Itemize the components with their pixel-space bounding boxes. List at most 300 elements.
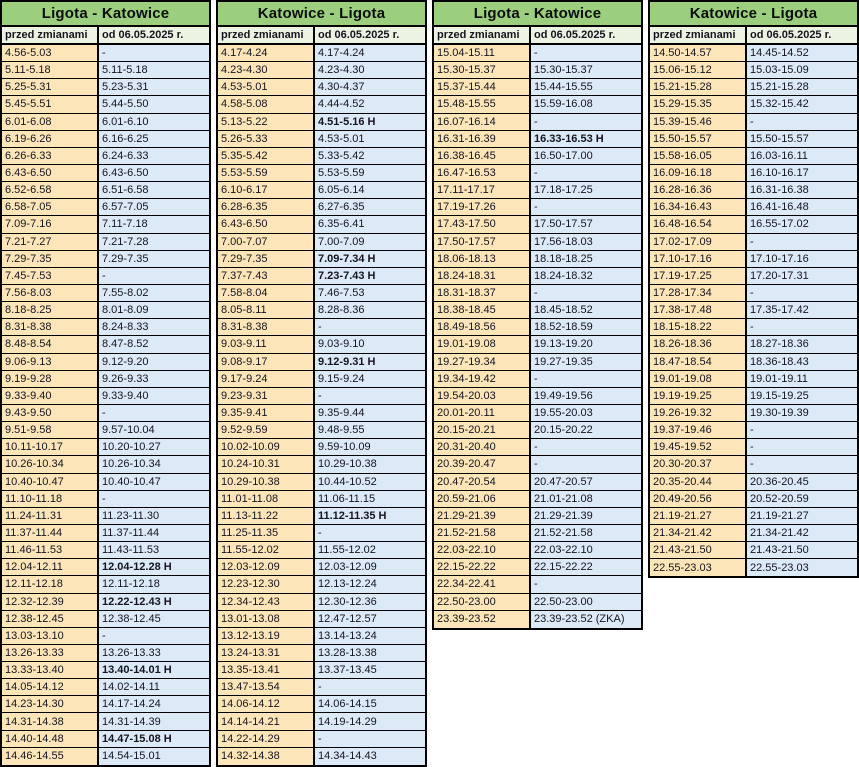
cell-after-change: 19.49-19.56 [531,388,641,404]
cell-after-change: - [99,268,209,284]
timetable-row [650,319,857,336]
cell-after-change: 13.28-13.38 [315,645,425,661]
cell-after-change: - [531,199,641,215]
timetable-row [650,336,857,353]
cell-before-change: 23.39-23.52 [434,611,531,628]
cell-before-change: 7.00-7.07 [218,234,315,250]
timetable-row [218,96,425,113]
timetable-row [218,251,425,268]
cell-before-change: 9.43-9.50 [2,405,99,421]
cell-after-change: 8.01-8.09 [99,302,209,318]
cell-before-change: 9.19-9.28 [2,371,99,387]
cell-before-change: 19.54-20.03 [434,388,531,404]
cell-after-change: 14.45-14.52 [747,45,857,61]
timetable-row [218,662,425,679]
cell-before-change: 10.40-10.47 [2,474,99,490]
timetable-row [650,439,857,456]
cell-before-change: 8.31-8.38 [2,319,99,335]
cell-after-change: 19.15-19.25 [747,388,857,404]
timetable-row [2,302,209,319]
timetable-row [218,199,425,216]
cell-before-change: 14.05-14.12 [2,679,99,695]
timetable-row [434,234,641,251]
timetable-row [650,131,857,148]
cell-after-change: 4.17-4.24 [315,45,425,61]
cell-before-change: 16.38-16.45 [434,148,531,164]
table-subheader [650,27,857,45]
cell-after-change: 10.20-10.27 [99,439,209,455]
cell-before-change: 8.18-8.25 [2,302,99,318]
cell-before-change: 6.58-7.05 [2,199,99,215]
cell-after-change: 6.51-6.58 [99,182,209,198]
timetable-row [2,679,209,696]
cell-before-change: 4.23-4.30 [218,62,315,78]
timetable-row [218,182,425,199]
cell-after-change: 12.04-12.28 H [99,559,209,575]
cell-after-change: 12.38-12.45 [99,611,209,627]
timetable-row [218,731,425,748]
cell-after-change: 14.54-15.01 [99,748,209,765]
table-body [434,45,641,628]
cell-before-change: 11.55-12.02 [218,542,315,558]
cell-before-change: 15.30-15.37 [434,62,531,78]
cell-after-change: - [99,628,209,644]
cell-before-change: 6.01-6.08 [2,114,99,130]
timetable-row [434,216,641,233]
timetable-row [434,474,641,491]
timetable-row [434,79,641,96]
cell-before-change: 20.31-20.40 [434,439,531,455]
timetable-row [650,234,857,251]
timetable-row [218,422,425,439]
cell-after-change: 17.56-18.03 [531,234,641,250]
cell-before-change: 21.52-21.58 [434,525,531,541]
timetable-row [650,114,857,131]
cell-before-change: 11.13-11.22 [218,508,315,524]
timetable-row [2,199,209,216]
timetable-row [650,456,857,473]
cell-after-change: 15.50-15.57 [747,131,857,147]
cell-before-change: 13.35-13.41 [218,662,315,678]
timetable-row [218,508,425,525]
timetable-row [434,491,641,508]
column-header-before-changes: przed zmianami [434,27,531,43]
timetable-row [2,713,209,730]
cell-before-change: 19.01-19.08 [434,336,531,352]
cell-after-change: - [315,731,425,747]
cell-before-change: 7.45-7.53 [2,268,99,284]
cell-after-change: 7.09-7.34 H [315,251,425,267]
cell-after-change: 18.52-18.59 [531,319,641,335]
cell-before-change: 12.38-12.45 [2,611,99,627]
cell-before-change: 5.26-5.33 [218,131,315,147]
timetable-row [2,165,209,182]
cell-before-change: 9.17-9.24 [218,371,315,387]
cell-after-change: - [315,319,425,335]
cell-after-change: 4.51-5.16 H [315,114,425,130]
timetable-row [218,405,425,422]
cell-after-change: 11.23-11.30 [99,508,209,524]
cell-after-change: 20.47-20.57 [531,474,641,490]
cell-before-change: 9.52-9.59 [218,422,315,438]
cell-after-change: 22.03-22.10 [531,542,641,558]
timetable-row [434,542,641,559]
table-body [218,45,425,765]
cell-before-change: 8.31-8.38 [218,319,315,335]
timetable-row [218,611,425,628]
cell-after-change: 19.13-19.20 [531,336,641,352]
column-header-after-changes: od 06.05.2025 r. [747,27,857,43]
cell-before-change: 5.13-5.22 [218,114,315,130]
cell-after-change: 4.30-4.37 [315,79,425,95]
cell-after-change: 6.57-7.05 [99,199,209,215]
timetable-row [218,336,425,353]
timetable-row [650,474,857,491]
cell-before-change: 12.23-12.30 [218,576,315,592]
column-header-after-changes: od 06.05.2025 r. [531,27,641,43]
cell-after-change: 21.52-21.58 [531,525,641,541]
cell-before-change: 10.29-10.38 [218,474,315,490]
cell-before-change: 20.01-20.11 [434,405,531,421]
timetable-row [650,371,857,388]
timetable-row [218,234,425,251]
cell-after-change: 15.03-15.09 [747,62,857,78]
cell-before-change: 9.51-9.58 [2,422,99,438]
table-subheader [434,27,641,45]
timetable-row [218,542,425,559]
timetable-row [218,302,425,319]
timetable-row [2,319,209,336]
cell-before-change: 21.19-21.27 [650,508,747,524]
cell-after-change: - [531,285,641,301]
timetable-row [650,302,857,319]
cell-before-change: 11.01-11.08 [218,491,315,507]
cell-after-change: 16.50-17.00 [531,148,641,164]
cell-after-change: 4.44-4.52 [315,96,425,112]
cell-after-change: 10.29-10.38 [315,456,425,472]
cell-before-change: 21.34-21.42 [650,525,747,541]
timetable-row [218,148,425,165]
timetable-row [2,662,209,679]
cell-after-change: 9.48-9.55 [315,422,425,438]
cell-after-change: 18.36-18.43 [747,354,857,370]
cell-before-change: 15.29-15.35 [650,96,747,112]
timetable-row [2,336,209,353]
cell-before-change: 15.58-16.05 [650,148,747,164]
cell-after-change: 17.10-17.16 [747,251,857,267]
cell-before-change: 18.47-18.54 [650,354,747,370]
cell-after-change: 5.11-5.18 [99,62,209,78]
timetable-row [434,422,641,439]
timetable-row [2,388,209,405]
cell-after-change: - [531,45,641,61]
cell-after-change: 14.34-14.43 [315,748,425,765]
timetable-row [650,199,857,216]
cell-before-change: 15.48-15.55 [434,96,531,112]
timetable-row [434,439,641,456]
cell-before-change: 19.19-19.25 [650,388,747,404]
timetable-row [650,96,857,113]
cell-before-change: 7.37-7.43 [218,268,315,284]
timetable-row [218,319,425,336]
cell-after-change: - [747,319,857,335]
cell-after-change: 22.50-23.00 [531,594,641,610]
cell-after-change: 20.52-20.59 [747,491,857,507]
cell-after-change: 19.55-20.03 [531,405,641,421]
timetable-row [218,594,425,611]
timetable-row [434,268,641,285]
cell-before-change: 15.37-15.44 [434,79,531,95]
timetable-row [650,165,857,182]
cell-before-change: 13.26-13.33 [2,645,99,661]
cell-after-change: - [531,114,641,130]
cell-after-change: 6.16-6.25 [99,131,209,147]
timetable-row [650,148,857,165]
cell-after-change: 9.03-9.10 [315,336,425,352]
cell-before-change: 20.39-20.47 [434,456,531,472]
cell-before-change: 14.14-14.21 [218,713,315,729]
cell-after-change: 13.14-13.24 [315,628,425,644]
timetable-row [218,268,425,285]
cell-after-change: 20.36-20.45 [747,474,857,490]
cell-before-change: 6.26-6.33 [2,148,99,164]
cell-after-change: 9.15-9.24 [315,371,425,387]
timetable-row [2,645,209,662]
cell-after-change: 21.29-21.39 [531,508,641,524]
cell-before-change: 9.23-9.31 [218,388,315,404]
cell-before-change: 6.19-6.26 [2,131,99,147]
timetable-row [434,508,641,525]
timetable-row [2,216,209,233]
cell-after-change: 9.12-9.20 [99,354,209,370]
cell-before-change: 10.26-10.34 [2,456,99,472]
cell-before-change: 8.05-8.11 [218,302,315,318]
cell-after-change: 5.53-5.59 [315,165,425,181]
cell-after-change: - [747,456,857,472]
cell-after-change: 11.43-11.53 [99,542,209,558]
cell-after-change: 13.26-13.33 [99,645,209,661]
timetable-row [434,336,641,353]
timetable-row [218,679,425,696]
cell-after-change: - [531,439,641,455]
cell-after-change: - [99,491,209,507]
cell-before-change: 20.47-20.54 [434,474,531,490]
cell-after-change: 7.29-7.35 [99,251,209,267]
timetable-row [434,525,641,542]
cell-before-change: 18.24-18.31 [434,268,531,284]
timetable-row [2,45,209,62]
timetable-row [650,559,857,576]
cell-before-change: 18.31-18.37 [434,285,531,301]
timetable-row [218,371,425,388]
cell-after-change: 15.21-15.28 [747,79,857,95]
timetable-row [2,474,209,491]
timetable-row [218,354,425,371]
cell-after-change: 16.31-16.38 [747,182,857,198]
timetable-row [2,525,209,542]
timetable-row [434,96,641,113]
timetable-row [218,45,425,62]
timetable-row [650,491,857,508]
cell-before-change: 22.03-22.10 [434,542,531,558]
cell-after-change: 8.47-8.52 [99,336,209,352]
cell-before-change: 17.10-17.16 [650,251,747,267]
cell-before-change: 7.29-7.35 [218,251,315,267]
timetable-row [218,474,425,491]
table-body [2,45,209,765]
cell-before-change: 9.03-9.11 [218,336,315,352]
timetable-row [2,576,209,593]
cell-before-change: 17.19-17.26 [434,199,531,215]
cell-after-change: 11.55-12.02 [315,542,425,558]
cell-after-change: 5.44-5.50 [99,96,209,112]
cell-before-change: 9.35-9.41 [218,405,315,421]
timetable-row [650,422,857,439]
cell-after-change: 19.30-19.39 [747,405,857,421]
cell-after-change: 12.03-12.09 [315,559,425,575]
cell-after-change: 4.53-5.01 [315,131,425,147]
cell-before-change: 6.52-6.58 [2,182,99,198]
timetable-row [2,491,209,508]
timetable-row [2,182,209,199]
cell-before-change: 19.34-19.42 [434,371,531,387]
cell-after-change: - [747,422,857,438]
column-header-after-changes: od 06.05.2025 r. [99,27,209,43]
cell-after-change: 19.27-19.35 [531,354,641,370]
timetable-row [218,628,425,645]
cell-before-change: 9.06-9.13 [2,354,99,370]
table-body [650,45,857,576]
timetable-row [434,131,641,148]
timetable-row [2,731,209,748]
timetable-row [218,576,425,593]
timetable-row [2,508,209,525]
cell-after-change: 8.28-8.36 [315,302,425,318]
timetable-row [650,405,857,422]
timetable-row [2,696,209,713]
cell-before-change: 5.35-5.42 [218,148,315,164]
cell-after-change: 16.41-16.48 [747,199,857,215]
cell-after-change: 16.55-17.02 [747,216,857,232]
cell-before-change: 13.24-13.31 [218,645,315,661]
timetable-row [434,148,641,165]
timetable-row [434,285,641,302]
cell-after-change: 11.06-11.15 [315,491,425,507]
timetable-row [650,45,857,62]
timetable-row [2,611,209,628]
cell-before-change: 9.08-9.17 [218,354,315,370]
column-header-before-changes: przed zmianami [2,27,99,43]
cell-before-change: 17.11-17.17 [434,182,531,198]
cell-before-change: 13.12-13.19 [218,628,315,644]
timetable-row [650,268,857,285]
timetable-row [434,182,641,199]
timetable-row [434,559,641,576]
table-title: Ligota - Katowice [434,2,641,27]
cell-before-change: 16.34-16.43 [650,199,747,215]
table-title: Katowice - Ligota [218,2,425,27]
cell-before-change: 18.26-18.36 [650,336,747,352]
cell-before-change: 20.49-20.56 [650,491,747,507]
cell-after-change: 10.44-10.52 [315,474,425,490]
cell-before-change: 20.30-20.37 [650,456,747,472]
cell-before-change: 12.03-12.09 [218,559,315,575]
cell-after-change: 9.57-10.04 [99,422,209,438]
cell-before-change: 14.46-14.55 [2,748,99,765]
timetable-row [2,285,209,302]
cell-after-change: - [531,456,641,472]
timetable-row [218,388,425,405]
timetable-row [218,559,425,576]
cell-before-change: 5.45-5.51 [2,96,99,112]
timetable-row [434,62,641,79]
cell-before-change: 17.19-17.25 [650,268,747,284]
timetable-row [218,439,425,456]
cell-before-change: 18.06-18.13 [434,251,531,267]
cell-before-change: 17.28-17.34 [650,285,747,301]
cell-before-change: 5.25-5.31 [2,79,99,95]
cell-before-change: 14.32-14.38 [218,748,315,765]
cell-before-change: 11.10-11.18 [2,491,99,507]
cell-after-change: 21.01-21.08 [531,491,641,507]
cell-after-change: 16.03-16.11 [747,148,857,164]
timetable-row [218,79,425,96]
cell-after-change: 14.47-15.08 H [99,731,209,747]
timetable-row [650,216,857,233]
cell-before-change: 16.28-16.36 [650,182,747,198]
timetable-ligota-katowice-1 [0,0,211,767]
cell-after-change: 14.19-14.29 [315,713,425,729]
cell-before-change: 18.15-18.22 [650,319,747,335]
cell-after-change: 15.30-15.37 [531,62,641,78]
cell-before-change: 10.24-10.31 [218,456,315,472]
cell-after-change: 6.43-6.50 [99,165,209,181]
cell-before-change: 11.24-11.31 [2,508,99,524]
cell-after-change: 16.10-16.17 [747,165,857,181]
cell-after-change: 6.24-6.33 [99,148,209,164]
cell-before-change: 17.38-17.48 [650,302,747,318]
cell-before-change: 22.15-22.22 [434,559,531,575]
cell-after-change: 18.18-18.25 [531,251,641,267]
cell-before-change: 4.56-5.03 [2,45,99,61]
cell-before-change: 15.06-15.12 [650,62,747,78]
timetable-row [2,594,209,611]
timetable-row [218,713,425,730]
cell-before-change: 17.02-17.09 [650,234,747,250]
cell-before-change: 7.09-7.16 [2,216,99,232]
cell-after-change: 13.37-13.45 [315,662,425,678]
cell-after-change: 12.11-12.18 [99,576,209,592]
cell-before-change: 14.40-14.48 [2,731,99,747]
cell-after-change: 19.01-19.11 [747,371,857,387]
timetable-row [434,456,641,473]
cell-after-change: 17.20-17.31 [747,268,857,284]
cell-after-change: 14.31-14.39 [99,713,209,729]
timetable-row [434,611,641,628]
cell-after-change: 12.47-12.57 [315,611,425,627]
timetable-row [434,354,641,371]
cell-before-change: 19.26-19.32 [650,405,747,421]
cell-before-change: 5.11-5.18 [2,62,99,78]
cell-after-change: 23.39-23.52 (ZKA) [531,611,641,628]
cell-after-change: 15.32-15.42 [747,96,857,112]
timetable-row [434,594,641,611]
cell-before-change: 5.53-5.59 [218,165,315,181]
table-title: Katowice - Ligota [650,2,857,27]
cell-after-change: 7.46-7.53 [315,285,425,301]
timetable-row [2,131,209,148]
timetable-katowice-ligota-1 [216,0,427,767]
